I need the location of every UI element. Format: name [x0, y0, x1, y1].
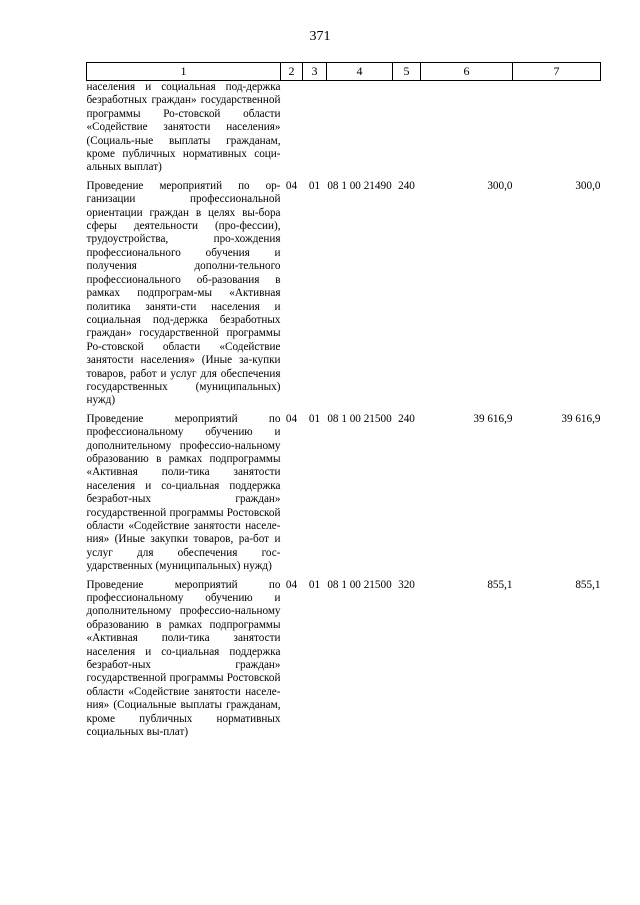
column-header-2: 2	[281, 63, 303, 81]
table-row	[87, 81, 601, 178]
row-section-code: 04	[285, 412, 298, 425]
row-expense-type	[393, 81, 421, 178]
row-subsection-code: 01	[308, 179, 321, 192]
table-row	[87, 178, 601, 411]
column-header-3: 3	[303, 63, 327, 81]
column-header-7: 7	[513, 63, 601, 81]
row-amount-1: 300,0	[487, 179, 513, 192]
row-description: населения и социальная под-держка безработных граждан» государственной программы Ро-стовской области «Содействие занятости населения» (Социаль-ные выплаты гражданам, кроме публичных нормативных соци-альных выплат)	[86, 81, 281, 174]
row-expense-type: 320	[398, 578, 415, 591]
row-subsection-code: 01	[308, 412, 321, 425]
row-description: Проведение мероприятий по профессиональному обучению и дополнительному профессио-нальному образованию в рамках подпрограммы «Активная поли-тика занятости населения и со-циальная поддержка безработ-ных граждан» государственной программы Ростовской области «Содействие занятости населе-ния» (Иные закупки товаров, ра-бот и услуг для обеспечения гос-ударственных (муниципальных) нужд)	[86, 412, 281, 573]
row-expense-type: 240	[398, 412, 415, 425]
table-row	[87, 411, 601, 577]
row-target-article	[327, 81, 393, 178]
column-header-5: 5	[393, 63, 421, 81]
row-amount-1	[421, 81, 513, 178]
row-target-article: 08 1 00 21500	[327, 578, 392, 591]
row-section-code	[281, 81, 303, 178]
table-row	[87, 577, 601, 743]
row-amount-1: 39 616,9	[473, 412, 513, 425]
row-description: Проведение мероприятий по профессиональному обучению и дополнительному профессио-нальному образованию в рамках подпрограммы «Активная поли-тика занятости населения и со-циальная поддержка безработ-ных граждан» государственной программы Ростовской области «Содействие занятости населе-ния» (Социальные выплаты гражданам, кроме публичных нормативных социальных вы-плат)	[86, 578, 281, 739]
column-header-4: 4	[327, 63, 393, 81]
row-expense-type: 240	[398, 179, 415, 192]
row-amount-2: 39 616,9	[561, 412, 601, 425]
row-subsection-code: 01	[308, 578, 321, 591]
row-amount-2	[513, 81, 601, 178]
table-header	[87, 63, 601, 81]
budget-table	[86, 62, 601, 743]
page-number: 371	[309, 29, 331, 44]
row-amount-2: 855,1	[575, 578, 601, 591]
column-header-6: 6	[421, 63, 513, 81]
row-amount-1: 855,1	[487, 578, 513, 591]
row-description: Проведение мероприятий по ор-ганизации профессиональной ориентации граждан в целях вы-бора сферы деятельности (про-фессии), трудоустройства, про-хождения профессионального обучения и получения дополни-тельного профессионального об-разования в рамках подпрограм-мы «Активная политика заняти-сти населения и социальная под-держка безработных граждан» государственной программы Ро-стовской области «Содействие занятости населения» (Иные за-купки товаров, работ и услуг для обеспечения государственных (муниципальных) нужд)	[86, 179, 281, 407]
row-section-code: 04	[285, 578, 298, 591]
row-section-code: 04	[285, 179, 298, 192]
column-header-1: 1	[87, 63, 281, 81]
row-target-article: 08 1 00 21490	[327, 179, 392, 192]
row-target-article: 08 1 00 21500	[327, 412, 392, 425]
row-subsection-code	[303, 81, 327, 178]
row-amount-2: 300,0	[575, 179, 601, 192]
